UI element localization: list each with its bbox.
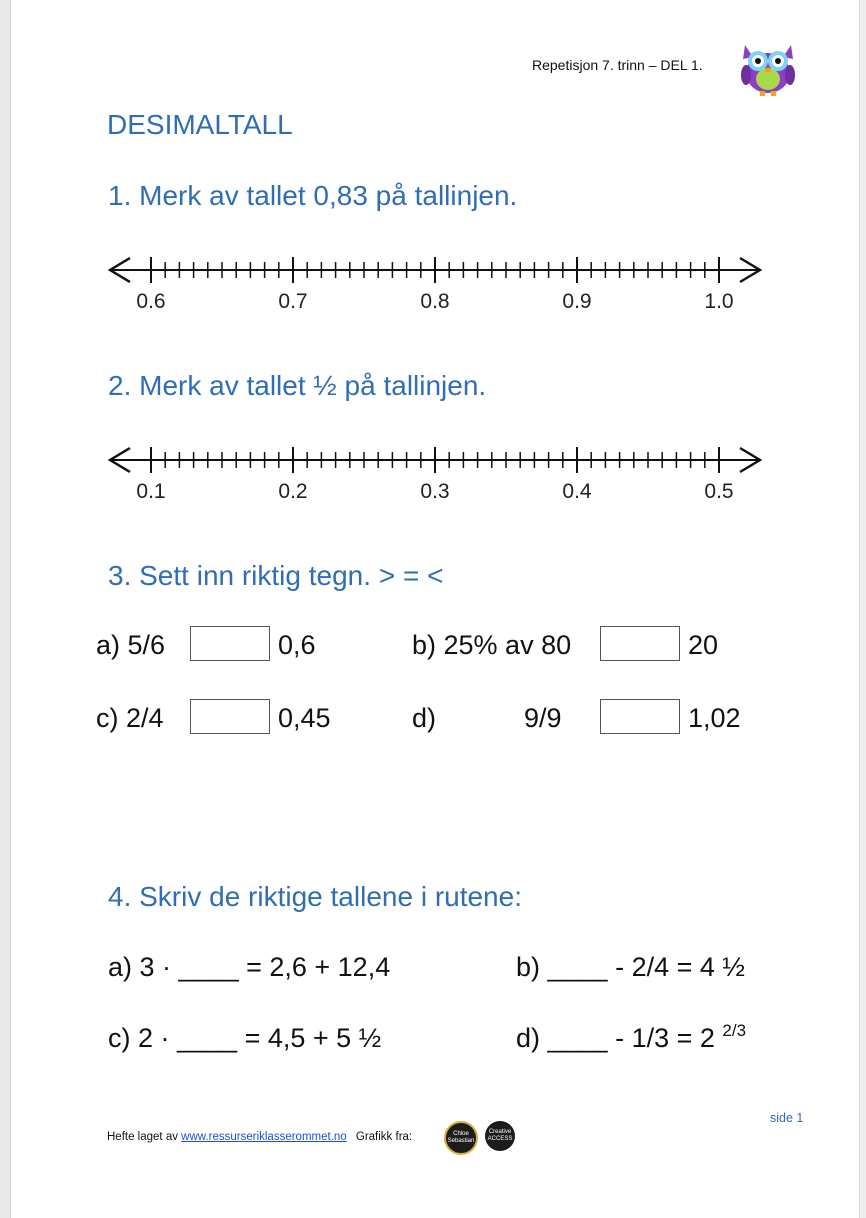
owl-icon <box>733 37 803 97</box>
q3-d-label: d) <box>412 703 437 733</box>
number-line-2-label: 0.3 <box>420 480 450 503</box>
logo-2: Creative ACCESS <box>485 1121 515 1151</box>
number-line-1-label: 0.9 <box>562 290 592 313</box>
footer-prefix: Hefte laget av <box>107 1131 178 1143</box>
number-line-1-label: 1.0 <box>704 290 734 313</box>
q3-b-left: b) 25% av 80 <box>412 630 572 660</box>
q4-d-superscript: 2/3 <box>722 1021 747 1040</box>
number-line-1-label: 0.7 <box>278 290 308 313</box>
page-edge-right <box>859 0 866 1218</box>
number-line-2-axis <box>104 442 768 482</box>
page-edge-left <box>0 0 11 1218</box>
logo-1: Chloe Sebastian <box>444 1121 478 1155</box>
q3-b-right: 20 <box>688 630 719 660</box>
footer-graphics-label: Grafikk fra: <box>355 1131 413 1143</box>
number-line-2 <box>104 442 768 512</box>
q3-a-answer-box[interactable] <box>190 626 270 661</box>
number-line-2-label: 0.2 <box>278 480 308 503</box>
number-line-1-label: 0.8 <box>420 290 450 313</box>
number-line-1-axis <box>104 252 768 292</box>
q3-b-answer-box[interactable] <box>600 626 680 661</box>
q4-d-main: d) ____ - 1/3 = 2 <box>516 1023 715 1053</box>
q2-title: 2. Merk av tallet ½ på tallinjen. <box>108 370 487 401</box>
page-number: side 1 <box>770 1111 804 1125</box>
number-line-2-label: 0.4 <box>562 480 592 503</box>
q1-title: 1. Merk av tallet 0,83 på tallinjen. <box>108 180 518 211</box>
q3-a-right: 0,6 <box>278 630 316 660</box>
q4-title: 4. Skriv de riktige tallene i rutene: <box>108 881 522 912</box>
q3-title: 3. Sett inn riktig tegn. > = < <box>108 560 444 591</box>
q3-c-right: 0,45 <box>278 703 331 733</box>
q4-d <box>516 1023 746 1054</box>
number-line-1-label: 0.6 <box>136 290 166 313</box>
q4-b: b) ____ - 2/4 = 4 ½ <box>516 952 745 982</box>
q3-a-left: a) 5/6 <box>96 630 166 660</box>
q3-d-left: 9/9 <box>524 703 562 733</box>
q3-d-right: 1,02 <box>688 703 741 733</box>
q3-d-answer-box[interactable] <box>600 699 680 734</box>
section-title: DESIMALTALL <box>107 109 293 140</box>
q4-a: a) 3 · ____ = 2,6 + 12,4 <box>108 952 391 982</box>
number-line-1 <box>104 252 768 322</box>
footer-link[interactable]: www.ressurseriklasserommet.no <box>181 1131 347 1143</box>
q3-c-left: c) 2/4 <box>96 703 164 733</box>
q3-c-answer-box[interactable] <box>190 699 270 734</box>
header-title: Repetisjon 7. trinn – DEL 1. <box>532 57 703 73</box>
number-line-2-label: 0.1 <box>136 480 166 503</box>
q4-c: c) 2 · ____ = 4,5 + 5 ½ <box>108 1023 382 1053</box>
number-line-2-label: 0.5 <box>704 480 734 503</box>
footer-credit <box>107 1131 412 1143</box>
